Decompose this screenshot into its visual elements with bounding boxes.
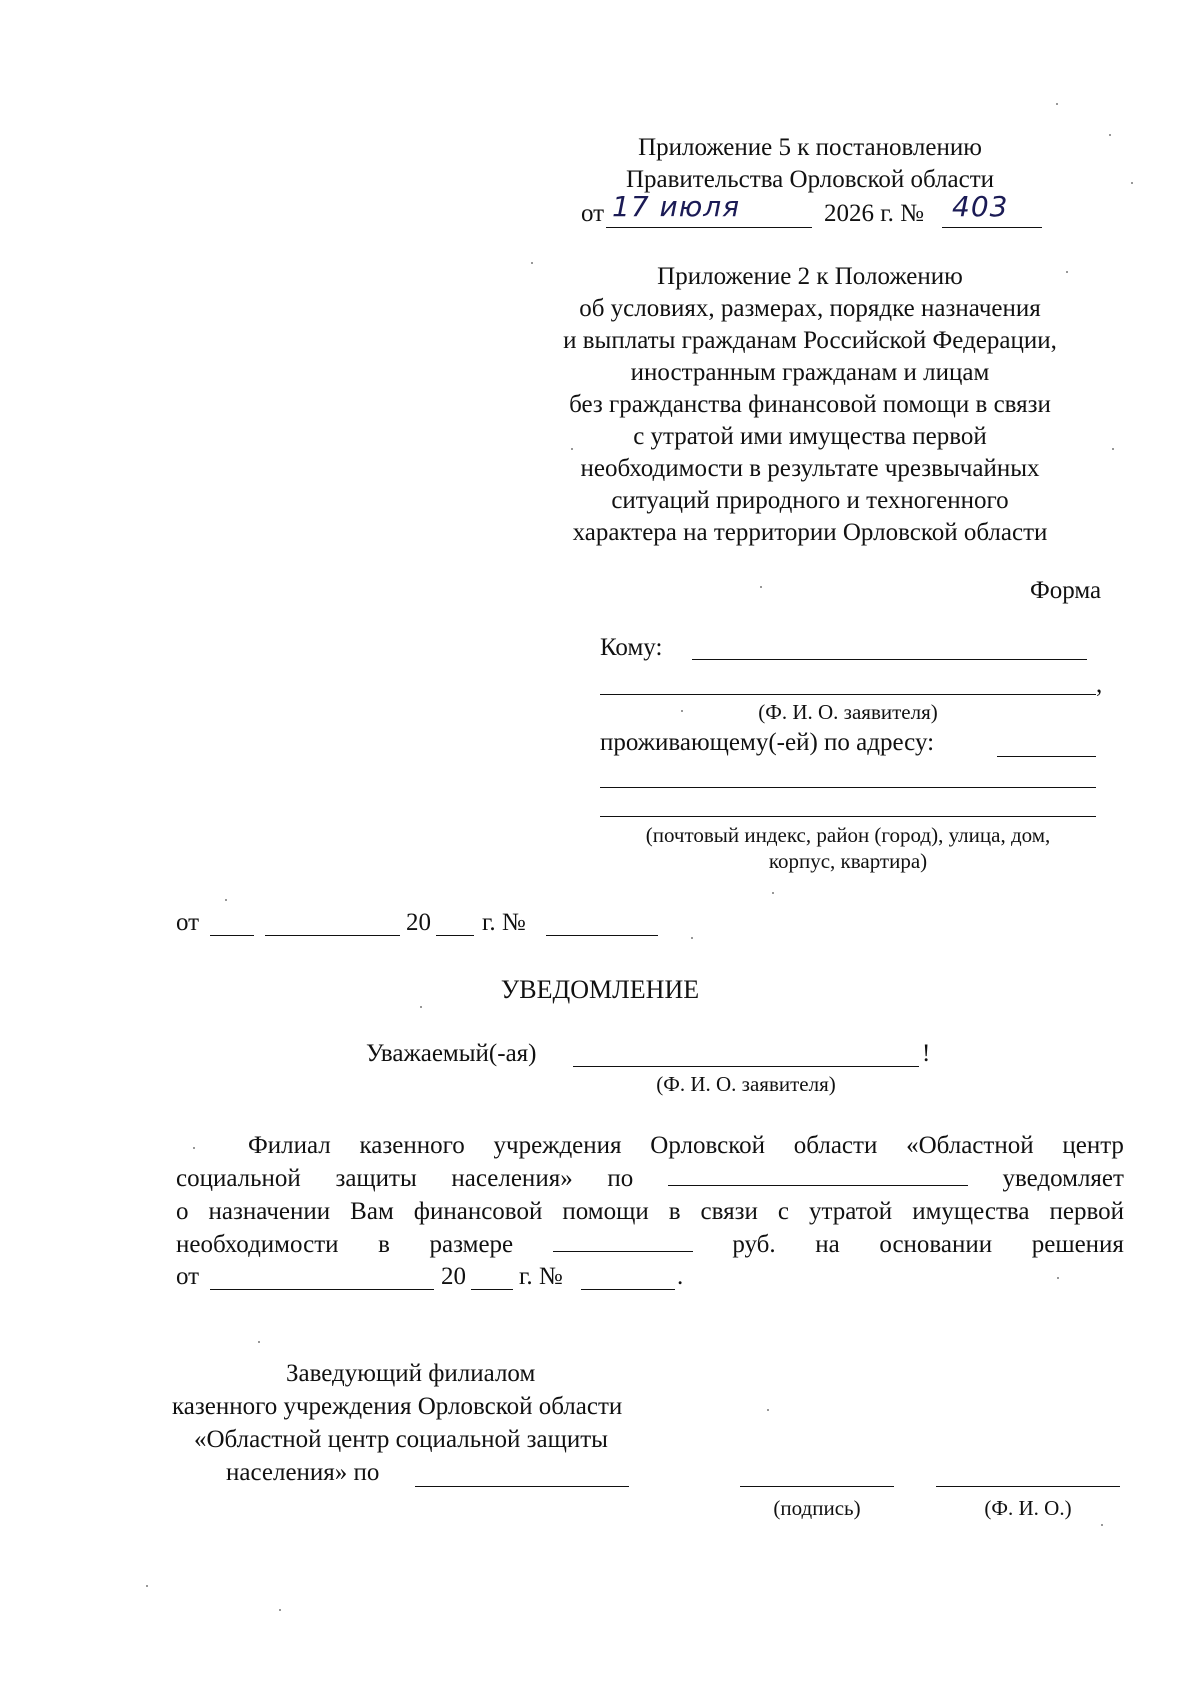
- appendix5-title: Приложение 5 к постановлению: [638, 134, 982, 161]
- scan-speck: [1101, 1524, 1103, 1526]
- scan-speck: [681, 710, 683, 712]
- word: с: [777, 1198, 789, 1225]
- word: учреждения: [493, 1132, 622, 1159]
- body-line-1: [248, 1130, 1124, 1161]
- word: защиты: [335, 1165, 417, 1192]
- decision-date-from: от: [176, 1263, 200, 1290]
- date-prefix: от: [581, 200, 605, 227]
- signature-fio-caption: (Ф. И. О.): [984, 1496, 1072, 1520]
- number-underline: [942, 227, 1042, 228]
- scan-speck: [691, 937, 693, 939]
- word: размере: [429, 1231, 514, 1258]
- year-number-label: 2026 г. №: [824, 200, 925, 227]
- scan-speck: [767, 1409, 769, 1411]
- address-caption: корпус, квартира): [768, 849, 928, 873]
- word: в: [378, 1231, 390, 1258]
- year-field[interactable]: [436, 935, 474, 936]
- word: населения»: [451, 1165, 573, 1192]
- appendix2-line: с утратой ими имущества первой: [633, 423, 987, 450]
- word: финансовой: [413, 1198, 543, 1225]
- signature-branch-field[interactable]: [415, 1486, 629, 1487]
- scan-speck: [1131, 182, 1133, 184]
- word: руб.: [732, 1231, 776, 1258]
- date-underline: [606, 227, 812, 228]
- scan-speck: [1066, 271, 1068, 273]
- to-field[interactable]: [692, 659, 1087, 660]
- appendix2-line: об условиях, размерах, порядке назначения: [579, 295, 1041, 322]
- word: о: [176, 1198, 189, 1225]
- word: «Областной: [906, 1132, 1034, 1159]
- word: Вам: [350, 1198, 394, 1225]
- word: уведомляет: [1002, 1165, 1124, 1192]
- word: центр: [1062, 1132, 1124, 1159]
- greeting-label: Уважаемый(-ая): [366, 1040, 537, 1067]
- fio-field[interactable]: [600, 694, 1096, 695]
- appendix2-line: ситуаций природного и техногенного: [611, 487, 1009, 514]
- handwritten-number: 403: [952, 190, 1009, 223]
- greeting-exclamation: !: [922, 1040, 931, 1067]
- fio-caption: (Ф. И. О. заявителя): [758, 700, 938, 724]
- scan-speck: [1112, 448, 1114, 450]
- word: Филиал: [248, 1132, 331, 1159]
- appendix2-line: необходимости в результате чрезвычайных: [580, 455, 1040, 482]
- scan-speck: [279, 1609, 281, 1611]
- greeting-caption: (Ф. И. О. заявителя): [656, 1072, 836, 1096]
- signature-caption: (подпись): [773, 1496, 861, 1520]
- appendix2-line: характера на территории Орловской области: [572, 519, 1048, 546]
- word: назначении: [208, 1198, 331, 1225]
- address-field-2[interactable]: [600, 787, 1096, 788]
- word: утратой: [809, 1198, 893, 1225]
- scan-speck: [420, 1006, 422, 1008]
- appendix2-block: [525, 262, 1095, 548]
- word: связи: [700, 1198, 758, 1225]
- body-line-3: [176, 1196, 1124, 1227]
- signature-title-3: «Областной центр социальной защиты: [194, 1426, 608, 1453]
- greeting-fio-field[interactable]: [573, 1066, 919, 1067]
- signature-title-1: Заведующий филиалом: [286, 1360, 536, 1387]
- word: казенного: [359, 1132, 465, 1159]
- decision-end-dot: .: [677, 1263, 684, 1290]
- word: имущества: [912, 1198, 1030, 1225]
- month-field[interactable]: [265, 935, 400, 936]
- scan-speck: [1057, 1277, 1059, 1279]
- signature-fio-field[interactable]: [936, 1486, 1120, 1487]
- word: основании: [879, 1231, 993, 1258]
- word: решения: [1031, 1231, 1124, 1258]
- scan-speck: [760, 586, 762, 588]
- year-prefix: 20: [406, 909, 431, 936]
- word: по: [607, 1165, 634, 1192]
- signature-title-4: населения» по: [226, 1459, 380, 1486]
- address-label: проживающему(-ей) по адресу:: [600, 729, 935, 756]
- body-line-2: [176, 1163, 1124, 1194]
- appendix2-line: и выплаты гражданам Российской Федерации,: [563, 327, 1057, 354]
- scan-speck: [1056, 103, 1058, 105]
- signature-field[interactable]: [740, 1486, 894, 1487]
- address-caption: (почтовый индекс, район (город), улица, дом,: [645, 823, 1051, 847]
- decision-year-prefix: 20: [441, 1263, 466, 1290]
- word: Орловской: [650, 1132, 765, 1159]
- word: помощи: [562, 1198, 649, 1225]
- scan-speck: [193, 1147, 195, 1149]
- form-label: Форма: [1030, 577, 1102, 604]
- scan-speck: [772, 892, 774, 894]
- document-title: УВЕДОМЛЕНИЕ: [500, 975, 700, 1004]
- handwritten-date: 17 июля: [612, 190, 741, 223]
- scan-speck: [225, 899, 227, 901]
- word: на: [815, 1231, 840, 1258]
- scan-speck: [258, 1341, 260, 1343]
- address-field-3[interactable]: [600, 816, 1096, 817]
- branch-field[interactable]: [668, 1163, 968, 1186]
- word: в: [668, 1198, 681, 1225]
- body-line-4: [176, 1229, 1124, 1260]
- scan-speck: [1109, 134, 1111, 136]
- appendix5-subtitle: Правительства Орловской области: [625, 166, 995, 193]
- day-field[interactable]: [210, 935, 254, 936]
- word: необходимости: [176, 1231, 339, 1258]
- number-field[interactable]: [546, 935, 658, 936]
- number-label: г. №: [482, 909, 526, 936]
- scan-speck: [146, 1585, 148, 1587]
- appendix2-line: иностранным гражданам и лицам: [630, 359, 990, 386]
- decision-number-label: г. №: [519, 1263, 563, 1290]
- appendix2-line: Приложение 2 к Положению: [657, 263, 963, 290]
- amount-field[interactable]: [553, 1229, 693, 1252]
- scan-speck: [571, 448, 573, 450]
- decision-year-field[interactable]: [471, 1289, 513, 1290]
- comma: ,: [1096, 671, 1103, 698]
- word: первой: [1049, 1198, 1124, 1225]
- date-from-label: от: [176, 909, 200, 936]
- decision-number-field[interactable]: [581, 1289, 675, 1290]
- address-field-1[interactable]: [997, 756, 1096, 757]
- word: области: [793, 1132, 878, 1159]
- scan-speck: [531, 262, 533, 264]
- decision-date-field[interactable]: [210, 1289, 434, 1290]
- to-label: Кому:: [600, 634, 663, 661]
- signature-title-2: казенного учреждения Орловской области: [172, 1393, 623, 1420]
- appendix2-line: без гражданства финансовой помощи в связи: [569, 391, 1051, 418]
- word: социальной: [176, 1165, 301, 1192]
